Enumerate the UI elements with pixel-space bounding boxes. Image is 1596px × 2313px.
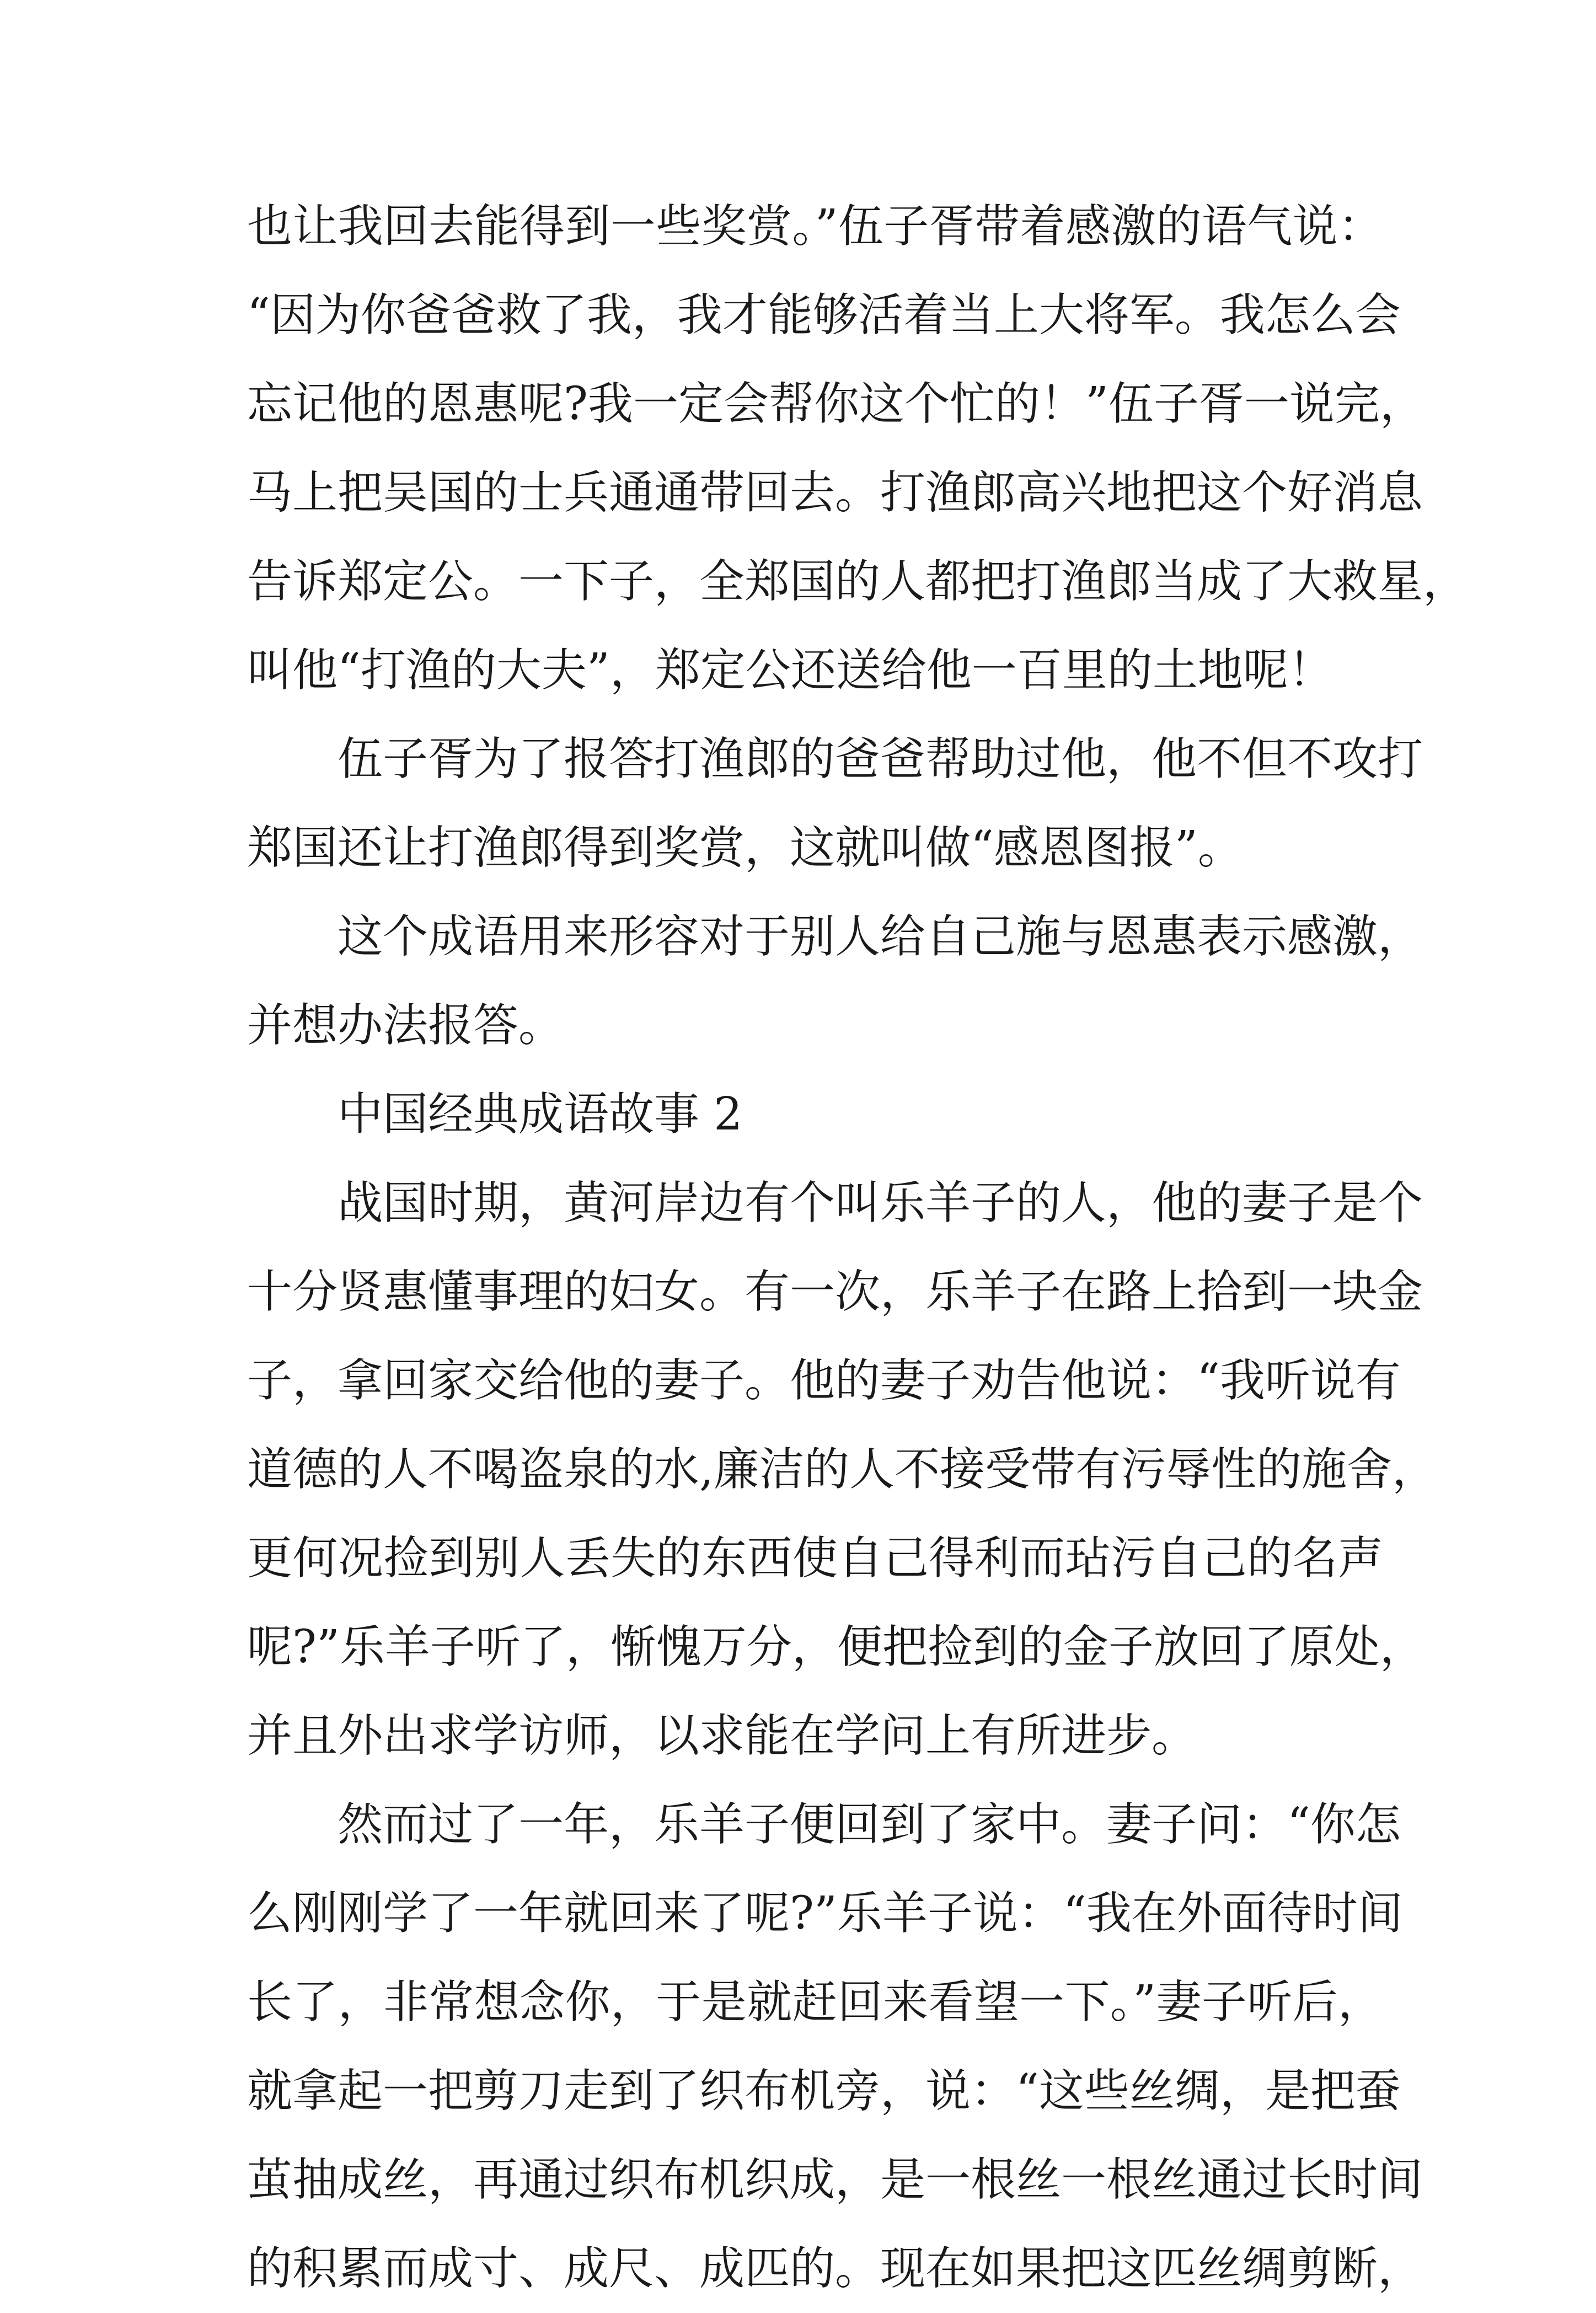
- text-line: 也让我回去能得到一些奖赏。”伍子胥带着感激的语气说：: [247, 200, 1383, 253]
- text-line: 十分贤惠懂事理的妇女。有一次，乐羊子在路上拾到一块金: [247, 1266, 1423, 1318]
- text-line: 的积累而成寸、成尺、成匹的。现在如果把这匹丝绸剪断，: [247, 2242, 1423, 2295]
- text-line: 更何况捡到别人丢失的东西使自己得利而玷污自己的名声: [247, 1532, 1383, 1584]
- text-line: 告诉郑定公。一下子，全郑国的人都把打渔郎当成了大救星，: [247, 555, 1469, 608]
- text-line: 并且外出求学访师，以求能在学问上有所进步。: [247, 1710, 1197, 1762]
- paragraph-first-line: 伍子胥为了报答打渔郎的爸爸帮助过他，他不但不攻打: [338, 733, 1423, 785]
- text-line: 并想办法报答。: [247, 999, 564, 1052]
- text-line: 忘记他的恩惠呢?我一定会帮你这个忙的！”伍子胥一说完，: [247, 378, 1425, 430]
- section-heading: 中国经典成语故事 2: [338, 1088, 743, 1141]
- text-line: 呢?”乐羊子听了，惭愧万分，便把捡到的金子放回了原处，: [247, 1621, 1425, 1673]
- text-line: 长了，非常想念你，于是就赶回来看望一下。”妻子听后，: [247, 1976, 1383, 2028]
- text-line: 么刚刚学了一年就回来了呢?”乐羊子说：“我在外面待时间: [247, 1887, 1403, 1940]
- paragraph-first-line: 战国时期，黄河岸边有个叫乐羊子的人，他的妻子是个: [338, 1177, 1423, 1229]
- text-line: 子，拿回家交给他的妻子。他的妻子劝告他说：“我听说有: [247, 1354, 1401, 1407]
- text-line: 郑国还让打渔郎得到奖赏，这就叫做“感恩图报”。: [247, 822, 1243, 874]
- text-line: “因为你爸爸救了我，我才能够活着当上大将军。我怎么会: [247, 289, 1401, 341]
- paragraph-first-line: 然而过了一年，乐羊子便回到了家中。妻子问：“你怎: [338, 1798, 1401, 1851]
- text-line: 茧抽成丝，再通过织布机织成，是一根丝一根丝通过长时间: [247, 2154, 1423, 2206]
- paragraph-first-line: 这个成语用来形容对于别人给自己施与恩惠表示感激，: [338, 911, 1423, 963]
- text-line: 叫他“打渔的大夫”，郑定公还送给他一百里的土地呢！: [247, 644, 1333, 697]
- body-text: [247, 182, 1469, 2313]
- text-line: 道德的人不喝盗泉的水,廉洁的人不接受带有污辱性的施舍，: [247, 1443, 1438, 1496]
- text-line: 马上把吴国的士兵通通带回去。打渔郎高兴地把这个好消息: [247, 467, 1423, 519]
- text-line: 就拿起一把剪刀走到了织布机旁，说：“这些丝绸，是把蚕: [247, 2065, 1401, 2117]
